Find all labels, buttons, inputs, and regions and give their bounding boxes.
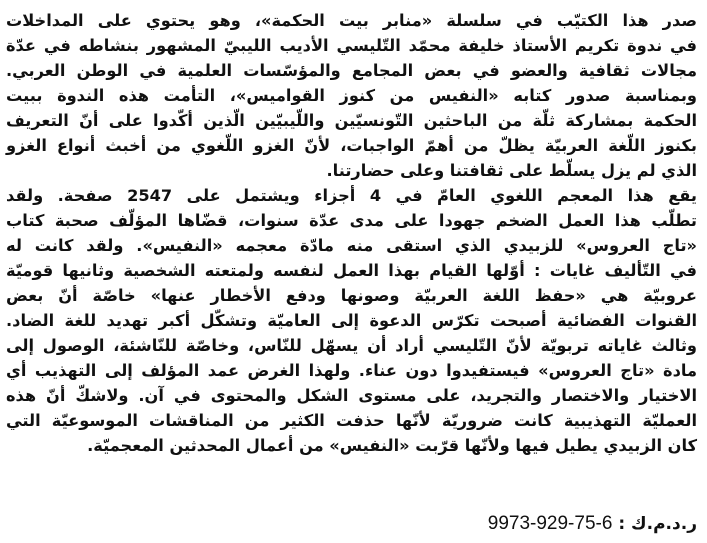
isbn-label: ر.د.م.ك : — [618, 514, 697, 534]
intro-paragraph — [6, 8, 697, 183]
text-line: الحكمة بمشاركة ثلّة من الباحثين التّونسيّين واللّيبيّين الّذين أكّدوا على أنّ التعريف — [6, 111, 697, 130]
text-line: وبمناسبة صدور كتابه «النفيس من كنوز القواميس»، التأمت هذه الندوة ببيت — [6, 86, 697, 105]
isbn-number: 9973-929-75-6 — [487, 513, 613, 534]
isbn-line — [488, 512, 697, 536]
text-line: كان الزبيدي يطيل فيها ولأنّها قرّبت «النفيس» من أعمال المحدثين المعجميّة. — [87, 436, 697, 455]
text-line: القنوات الفضائية أصبحت تكرّس الدعوة إلى العاميّة وتشكّل أكبر تهديد للغة الضاد. — [6, 311, 697, 330]
text-line: الذي لم يزل يسلّط على ثقافتنا وعلى حضارتنا. — [326, 161, 697, 180]
text-line: مجالات ثقافية والعضو في بعض المجامع والمؤسّسات العلمية في الوطن العربي. — [6, 61, 697, 80]
text-line: تطلّب هذا العمل الضخم جهودا على مدى عدّة سنوات، قضّاها المؤلّف صحبة كتاب — [6, 211, 697, 230]
text-line: العمليّة التهذيبية كانت ضروريّة لأنّها حذفت الكثير من المناقشات الموسوعيّة التي — [6, 411, 697, 430]
text-line: عروبيّة هي «حفظ اللغة العربيّة وصونها ودفع الأخطار عنها» خاصّة أنّ بعض — [6, 286, 697, 305]
text-line: وثالث غاياته تربويّة لأنّ التّليسي أراد أن يسهّل للنّاس، وخاصّة للنّاشئة، الوصول إلى — [6, 336, 697, 355]
text-line: يقع هذا المعجم اللغوي العامّ في 4 أجزاء ويشتمل على 2547 صفحة. ولقد — [6, 186, 697, 205]
text-line: صدر هذا الكتيّب في سلسلة «منابر بيت الحكمة»، وهو يحتوي على المداخلات — [6, 11, 697, 30]
text-line: مادة «تاج العروس» فيستفيدوا دون عناء. ولهذا الغرض عمد المؤلف إلى التهذيب أي — [6, 361, 697, 380]
description-paragraph — [6, 183, 697, 458]
text-line: الاختيار والاختصار والتجريد، على مستوى الشكل والمحتوى في آن. ولاشكّ أنّ هذه — [6, 386, 697, 405]
text-line: في ندوة تكريم الأستاذ خليفة محمّد التّليسي الأديب الليبيّ المشهور بنشاطه في عدّة — [6, 36, 697, 55]
text-line: في التّأليف غايات : أوّلها القيام بهذا العمل لنفسه ولمتعته الشخصية وثانيها قوميّة — [6, 261, 697, 280]
text-line: «تاج العروس» للزبيدي الذي استقى منه مادّة معجمه «النفيس». ولقد كانت له — [6, 236, 697, 255]
text-line: بكنوز اللّغة العربيّة يظلّ من أهمّ الواجبات، لأنّ الغزو اللّغوي من أخبث أنواع الغزو — [6, 136, 697, 155]
